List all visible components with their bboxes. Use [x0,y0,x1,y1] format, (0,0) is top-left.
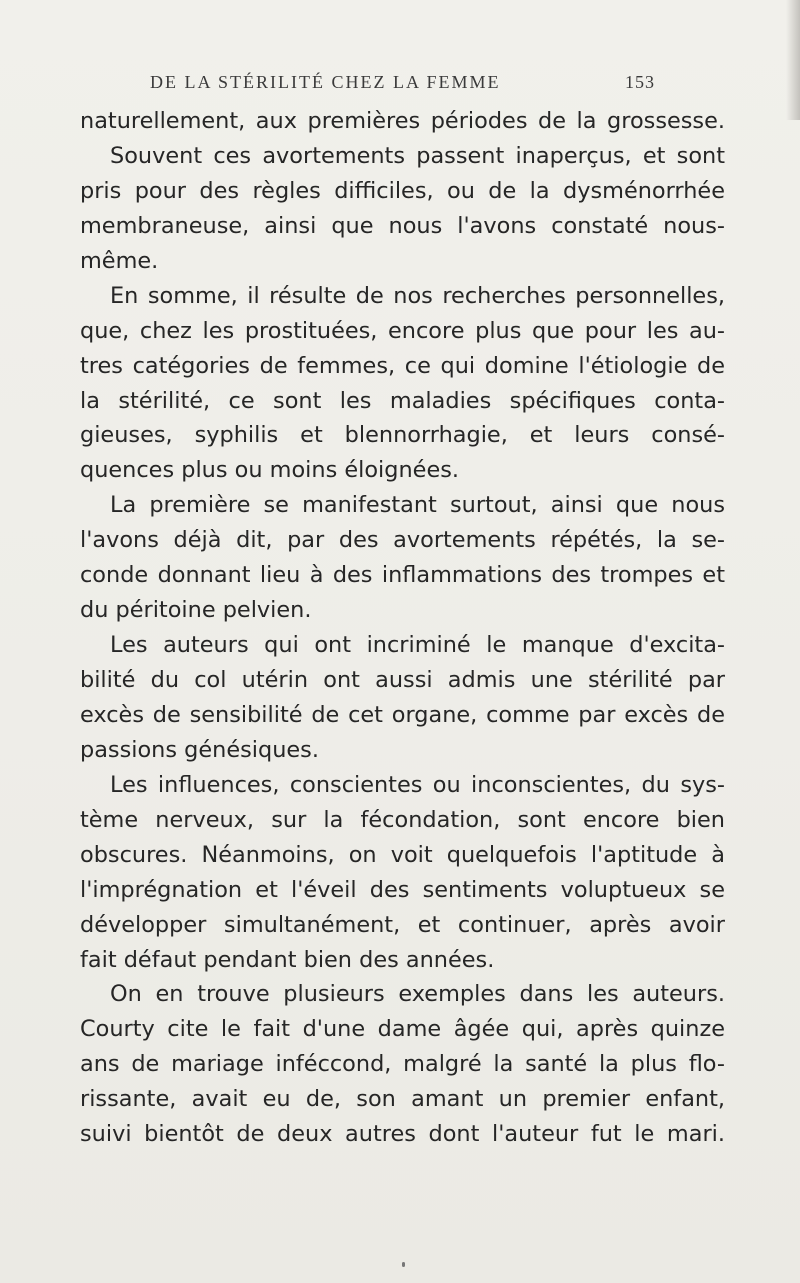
text-line: tres catégories de femmes, ce qui domine l'étiologie de [80,352,725,379]
running-head [150,72,655,100]
text-line: rissante, avait eu de, son amant un premier enfant, [80,1086,725,1113]
text-line: passions génésiques. [80,736,319,763]
print-speck [402,1262,405,1267]
text-line: développer simultanément, et continuer, après avoir [80,911,725,938]
text-line: pris pour des règles difficiles, ou de la dysménorrhée [80,177,725,204]
text-line: Les auteurs qui ont incriminé le manque d'excita- [110,632,725,659]
text-line: l'avons déjà dit, par des avortements répétés, la se- [80,527,725,554]
text-line: On en trouve plusieurs exemples dans les auteurs. [110,981,725,1008]
text-line: naturellement, aux premières périodes de la grossesse. [80,108,725,134]
text-line: la stérilité, ce sont les maladies spécifiques conta- [80,387,725,414]
body-text [80,104,725,1152]
text-line: l'imprégnation et l'éveil des sentiments voluptueux se [80,876,725,903]
text-line: membraneuse, ainsi que nous l'avons constaté nous- [80,212,725,239]
text-line: fait défaut pendant bien des années. [80,946,495,973]
page-edge-shadow [786,0,800,120]
text-line: obscures. Néanmoins, on voit quelquefois l'aptitude à [80,841,725,868]
text-line: quences plus ou moins éloignées. [80,457,460,484]
text-line: même. [80,247,159,274]
text-line: conde donnant lieu à des inflammations des trompes et [80,562,725,589]
text-line: Souvent ces avortements passent inaperçus, et sont [110,142,725,169]
text-line: La première se manifestant surtout, ainsi que nous [110,492,725,519]
text-line: Courty cite le fait d'une dame âgée qui, après quinze [80,1016,725,1043]
text-line: Les influences, conscientes ou inconscientes, du sys- [110,771,725,798]
page-number: 153 [625,72,655,92]
running-title: DE LA STÉRILITÉ CHEZ LA FEMME [150,72,501,92]
text-line: gieuses, syphilis et blennorrhagie, et leurs consé- [80,422,725,449]
text-line: excès de sensibilité de cet organe, comme par excès de [80,701,725,728]
text-line: du péritoine pelvien. [80,597,312,624]
text-line: ans de mariage inféccond, malgré la santé la plus flo- [80,1051,725,1078]
text-line: que, chez les prostituées, encore plus que pour les au- [80,317,725,344]
text-line: tème nerveux, sur la fécondation, sont encore bien [80,806,725,833]
text-line: suivi bientôt de deux autres dont l'auteur fut le mari. [80,1121,725,1148]
text-line: bilité du col utérin ont aussi admis une stérilité par [80,667,725,693]
text-line: En somme, il résulte de nos recherches personnelles, [110,282,725,309]
